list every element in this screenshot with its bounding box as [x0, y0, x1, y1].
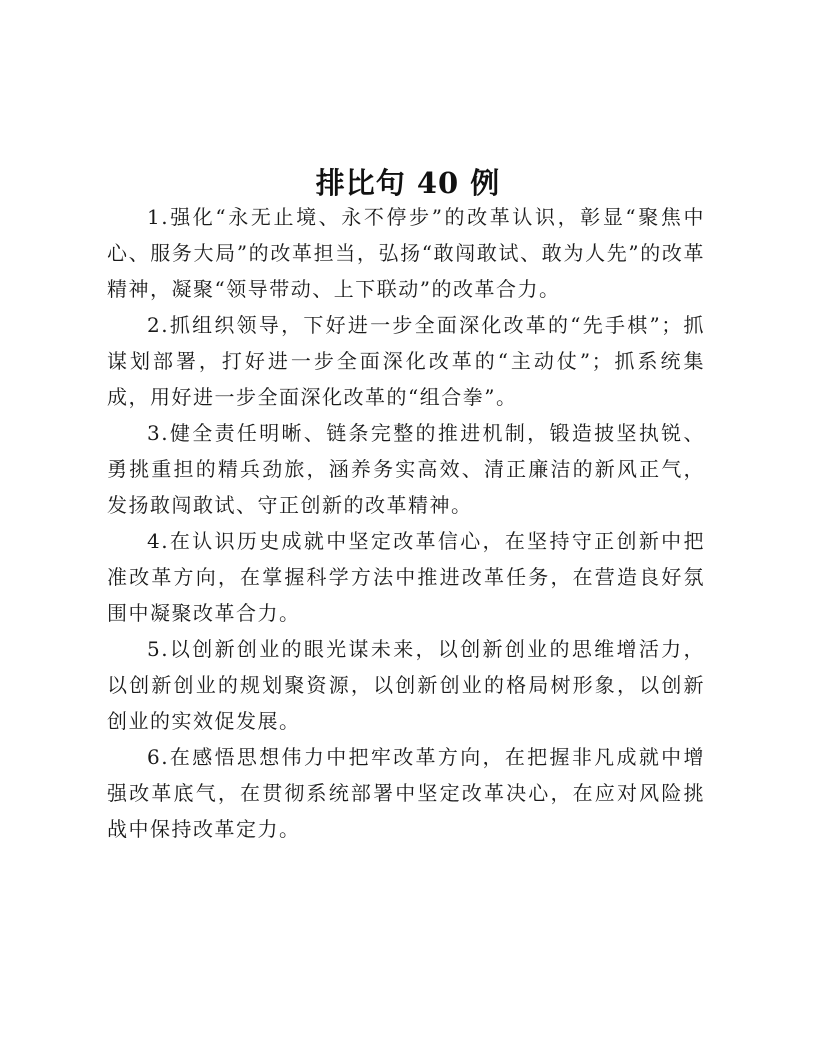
- paragraph-3: 3.健全责任明晰、链条完整的推进机制，锻造披坚执锐、勇挑重担的精兵劲旅，涵养务实高效、清正廉洁的新风正气，发扬敢闯敢试、守正创新的改革精神。: [107, 421, 705, 517]
- paragraph-4: 4.在认识历史成就中坚定改革信心，在坚持守正创新中把准改革方向，在掌握科学方法中推进改革任务，在营造良好氛围中凝聚改革合力。: [107, 529, 705, 625]
- document-title: 排比句 40 例: [315, 166, 501, 201]
- document-body: [107, 199, 705, 847]
- paragraph-6: 6.在感悟思想伟力中把牢改革方向，在把握非凡成就中增强改革底气，在贯彻系统部署中坚定改革决心，在应对风险挑战中保持改革定力。: [107, 745, 705, 841]
- paragraph-1: 1.强化“永无止境、永不停步”的改革认识，彰显“聚焦中心、服务大局”的改革担当，弘扬“敢闯敢试、敢为人先”的改革精神，凝聚“领导带动、上下联动”的改革合力。: [107, 205, 705, 301]
- paragraph-2: 2.抓组织领导，下好进一步全面深化改革的“先手棋”；抓谋划部署，打好进一步全面深化改革的“主动仗”；抓系统集成，用好进一步全面深化改革的“组合拳”。: [107, 313, 705, 409]
- paragraph-5: 5.以创新创业的眼光谋未来，以创新创业的思维增活力，以创新创业的规划聚资源，以创新创业的格局树形象，以创新创业的实效促发展。: [107, 637, 705, 733]
